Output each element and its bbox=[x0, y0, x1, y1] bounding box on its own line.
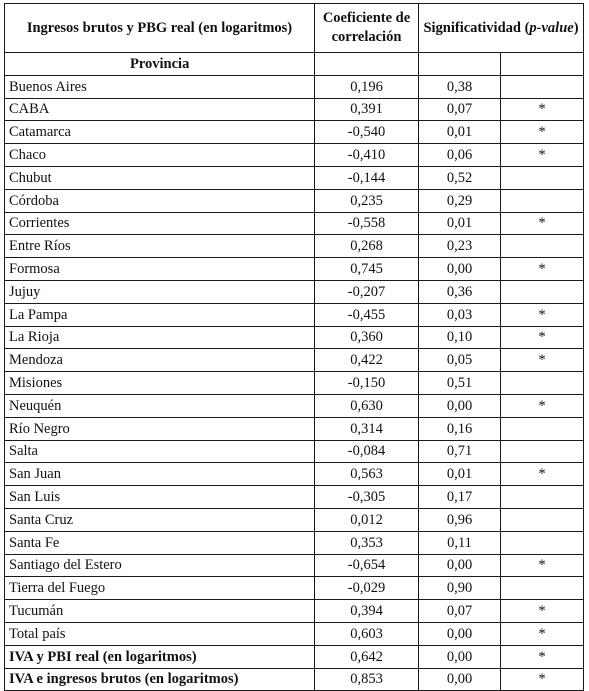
province-name: Neuquén bbox=[5, 394, 315, 417]
province-name: San Luis bbox=[5, 486, 315, 509]
table-row bbox=[5, 189, 584, 212]
province-name: Tierra del Fuego bbox=[5, 577, 315, 600]
significance-marker bbox=[501, 235, 584, 258]
correlation-value: -0,207 bbox=[315, 280, 419, 303]
table-row bbox=[5, 486, 584, 509]
correlation-value: -0,305 bbox=[315, 486, 419, 509]
table-row bbox=[5, 235, 584, 258]
p-value: 0,01 bbox=[419, 463, 501, 486]
province-name: Córdoba bbox=[5, 189, 315, 212]
p-value: 0,05 bbox=[419, 349, 501, 372]
p-value: 0,71 bbox=[419, 440, 501, 463]
correlation-value: 0,268 bbox=[315, 235, 419, 258]
header-significance-prefix: Significatividad ( bbox=[423, 19, 530, 36]
p-value: 0,23 bbox=[419, 235, 501, 258]
subheader-empty-cell bbox=[315, 53, 419, 76]
correlation-value: 0,642 bbox=[315, 645, 419, 668]
correlation-value: -0,654 bbox=[315, 554, 419, 577]
table-row bbox=[5, 144, 584, 167]
p-value: 0,96 bbox=[419, 508, 501, 531]
province-name: San Juan bbox=[5, 463, 315, 486]
p-value: 0,17 bbox=[419, 486, 501, 509]
p-value: 0,00 bbox=[419, 645, 501, 668]
p-value: 0,90 bbox=[419, 577, 501, 600]
header-significance bbox=[419, 4, 584, 53]
correlation-value: -0,540 bbox=[315, 121, 419, 144]
p-value: 0,38 bbox=[419, 75, 501, 98]
significance-marker bbox=[501, 166, 584, 189]
correlation-value: -0,558 bbox=[315, 212, 419, 235]
province-name: IVA y PBI real (en logaritmos) bbox=[5, 645, 315, 668]
table-header-row bbox=[5, 4, 584, 53]
table-row bbox=[5, 440, 584, 463]
table-row bbox=[5, 622, 584, 645]
significance-marker: * bbox=[501, 463, 584, 486]
correlation-value: 0,314 bbox=[315, 417, 419, 440]
table-row bbox=[5, 508, 584, 531]
p-value: 0,06 bbox=[419, 144, 501, 167]
table-row bbox=[5, 258, 584, 281]
correlation-value: 0,422 bbox=[315, 349, 419, 372]
p-value: 0,03 bbox=[419, 303, 501, 326]
table-row bbox=[5, 280, 584, 303]
significance-marker bbox=[501, 486, 584, 509]
table-row bbox=[5, 166, 584, 189]
p-value: 0,00 bbox=[419, 622, 501, 645]
p-value: 0,00 bbox=[419, 554, 501, 577]
table-row bbox=[5, 75, 584, 98]
province-name: Corrientes bbox=[5, 212, 315, 235]
province-name: La Pampa bbox=[5, 303, 315, 326]
p-value: 0,01 bbox=[419, 121, 501, 144]
province-name: Catamarca bbox=[5, 121, 315, 144]
p-value: 0,11 bbox=[419, 531, 501, 554]
table-row bbox=[5, 600, 584, 623]
table-subheader-row bbox=[5, 53, 584, 76]
significance-marker bbox=[501, 280, 584, 303]
p-value: 0,00 bbox=[419, 668, 501, 691]
correlation-value: 0,012 bbox=[315, 508, 419, 531]
p-value: 0,10 bbox=[419, 326, 501, 349]
correlation-value: 0,853 bbox=[315, 668, 419, 691]
p-value: 0,00 bbox=[419, 258, 501, 281]
province-name: IVA e ingresos brutos (en logaritmos) bbox=[5, 668, 315, 691]
table-row bbox=[5, 668, 584, 691]
table-row bbox=[5, 326, 584, 349]
table-row bbox=[5, 121, 584, 144]
province-name: Chaco bbox=[5, 144, 315, 167]
p-value: 0,52 bbox=[419, 166, 501, 189]
province-name: Chubut bbox=[5, 166, 315, 189]
significance-marker bbox=[501, 189, 584, 212]
significance-marker: * bbox=[501, 600, 584, 623]
p-value: 0,07 bbox=[419, 98, 501, 121]
correlation-value: 0,391 bbox=[315, 98, 419, 121]
p-value: 0,51 bbox=[419, 372, 501, 395]
significance-marker: * bbox=[501, 98, 584, 121]
table-row bbox=[5, 463, 584, 486]
table-row bbox=[5, 349, 584, 372]
table-row bbox=[5, 212, 584, 235]
significance-marker: * bbox=[501, 144, 584, 167]
p-value: 0,00 bbox=[419, 394, 501, 417]
province-name: Tucumán bbox=[5, 600, 315, 623]
province-name: Total país bbox=[5, 622, 315, 645]
significance-marker bbox=[501, 75, 584, 98]
table-row bbox=[5, 645, 584, 668]
header-significance-italic: p-value bbox=[529, 19, 574, 36]
significance-marker: * bbox=[501, 326, 584, 349]
correlation-table bbox=[4, 3, 584, 691]
province-name: Buenos Aires bbox=[5, 75, 315, 98]
p-value: 0,29 bbox=[419, 189, 501, 212]
correlation-value: 0,745 bbox=[315, 258, 419, 281]
p-value: 0,36 bbox=[419, 280, 501, 303]
significance-marker: * bbox=[501, 258, 584, 281]
correlation-value: 0,353 bbox=[315, 531, 419, 554]
table-row bbox=[5, 417, 584, 440]
province-name: Jujuy bbox=[5, 280, 315, 303]
correlation-value: -0,455 bbox=[315, 303, 419, 326]
subheader-provincia: Provincia bbox=[5, 53, 315, 76]
significance-marker bbox=[501, 372, 584, 395]
table-row bbox=[5, 577, 584, 600]
table-row bbox=[5, 531, 584, 554]
correlation-value: 0,563 bbox=[315, 463, 419, 486]
province-name: Entre Ríos bbox=[5, 235, 315, 258]
p-value: 0,07 bbox=[419, 600, 501, 623]
p-value: 0,01 bbox=[419, 212, 501, 235]
significance-marker bbox=[501, 577, 584, 600]
header-variable: Ingresos brutos y PBG real (en logaritmos) bbox=[5, 4, 315, 53]
correlation-value: 0,603 bbox=[315, 622, 419, 645]
province-name: Río Negro bbox=[5, 417, 315, 440]
table-row bbox=[5, 372, 584, 395]
correlation-value: 0,196 bbox=[315, 75, 419, 98]
province-name: Salta bbox=[5, 440, 315, 463]
correlation-value: -0,410 bbox=[315, 144, 419, 167]
table-row bbox=[5, 554, 584, 577]
significance-marker: * bbox=[501, 394, 584, 417]
correlation-value: -0,029 bbox=[315, 577, 419, 600]
province-name: Santiago del Estero bbox=[5, 554, 315, 577]
p-value: 0,16 bbox=[419, 417, 501, 440]
significance-marker: * bbox=[501, 121, 584, 144]
significance-marker: * bbox=[501, 303, 584, 326]
significance-marker bbox=[501, 417, 584, 440]
significance-marker: * bbox=[501, 212, 584, 235]
significance-marker bbox=[501, 440, 584, 463]
province-name: Santa Fe bbox=[5, 531, 315, 554]
header-coefficient: Coeficiente de correlación bbox=[315, 4, 419, 53]
subheader-empty-cell bbox=[501, 53, 584, 76]
header-significance-suffix: ) bbox=[573, 19, 579, 36]
correlation-value: 0,235 bbox=[315, 189, 419, 212]
province-name: Formosa bbox=[5, 258, 315, 281]
province-name: Santa Cruz bbox=[5, 508, 315, 531]
significance-marker: * bbox=[501, 668, 584, 691]
table-row bbox=[5, 303, 584, 326]
table-row bbox=[5, 98, 584, 121]
significance-marker: * bbox=[501, 645, 584, 668]
correlation-value: -0,144 bbox=[315, 166, 419, 189]
significance-marker: * bbox=[501, 349, 584, 372]
significance-marker bbox=[501, 531, 584, 554]
correlation-value: 0,394 bbox=[315, 600, 419, 623]
significance-marker: * bbox=[501, 622, 584, 645]
correlation-value: -0,084 bbox=[315, 440, 419, 463]
significance-marker: * bbox=[501, 554, 584, 577]
subheader-empty-cell bbox=[419, 53, 501, 76]
correlation-value: 0,630 bbox=[315, 394, 419, 417]
significance-marker bbox=[501, 508, 584, 531]
province-name: Mendoza bbox=[5, 349, 315, 372]
table-row bbox=[5, 394, 584, 417]
province-name: La Rioja bbox=[5, 326, 315, 349]
province-name: Misiones bbox=[5, 372, 315, 395]
correlation-value: 0,360 bbox=[315, 326, 419, 349]
province-name: CABA bbox=[5, 98, 315, 121]
correlation-value: -0,150 bbox=[315, 372, 419, 395]
